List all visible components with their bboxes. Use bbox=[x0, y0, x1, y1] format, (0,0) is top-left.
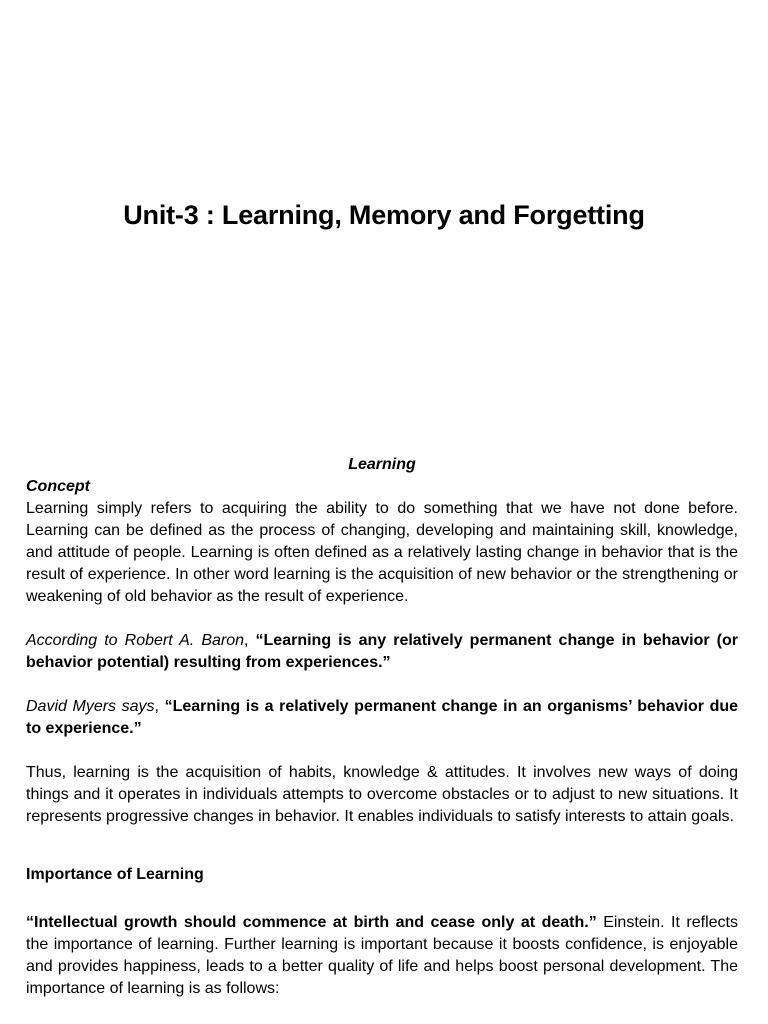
summary-paragraph: Thus, learning is the acquisition of habits, knowledge & attitudes. It involves new ways of doing things and it operates in individuals attempts to overcome obstacles or to adjust to new situations. It represents progressive changes in behavior. It enables individuals to satisfy interests to attain goals. bbox=[26, 764, 738, 825]
spacer bbox=[26, 674, 738, 696]
document-body bbox=[26, 454, 738, 1000]
baron-quote: “Learning is any relatively permanent change in behavior (or behavior potential) resulting from experiences.” bbox=[26, 632, 738, 671]
spacer bbox=[26, 608, 738, 630]
concept-paragraph: Learning simply refers to acquiring the ability to do something that we have not done before. Learning can be defined as the process of changing, developing and maintaining skill, knowledge, and attitude of people. Learning is often defined as a relatively lasting change in behavior that is the result of experience. In other word learning is the acquisition of new behavior or the strengthening or weakening of old behavior as the result of experience. bbox=[26, 500, 738, 605]
baron-separator: , bbox=[244, 632, 256, 649]
section-heading: Learning bbox=[348, 456, 416, 473]
baron-definition bbox=[26, 630, 738, 674]
einstein-quote: “Intellectual growth should commence at birth and cease only at death.” bbox=[26, 914, 597, 931]
spacer bbox=[26, 886, 738, 912]
importance-heading: Importance of Learning bbox=[26, 866, 204, 883]
concept-heading: Concept bbox=[26, 478, 90, 495]
document-title: Unit-3 : Learning, Memory and Forgetting bbox=[123, 200, 645, 230]
myers-quote: “Learning is a relatively permanent change in an organisms’ behavior due to experience.” bbox=[26, 698, 739, 737]
myers-separator: , bbox=[154, 698, 165, 715]
spacer bbox=[26, 740, 738, 762]
myers-attribution: David Myers says bbox=[26, 698, 155, 715]
importance-paragraph bbox=[26, 912, 738, 1000]
baron-attribution: According to Robert A. Baron bbox=[26, 632, 245, 649]
myers-definition bbox=[26, 696, 738, 740]
importance-text: Einstein. It reflects the importance of learning. Further learning is important because it boosts confidence, is enjoyable and provides happiness, leads to a better quality of life and helps boost personal development. The importance of learning is as follows: bbox=[26, 914, 738, 997]
spacer bbox=[26, 828, 738, 864]
